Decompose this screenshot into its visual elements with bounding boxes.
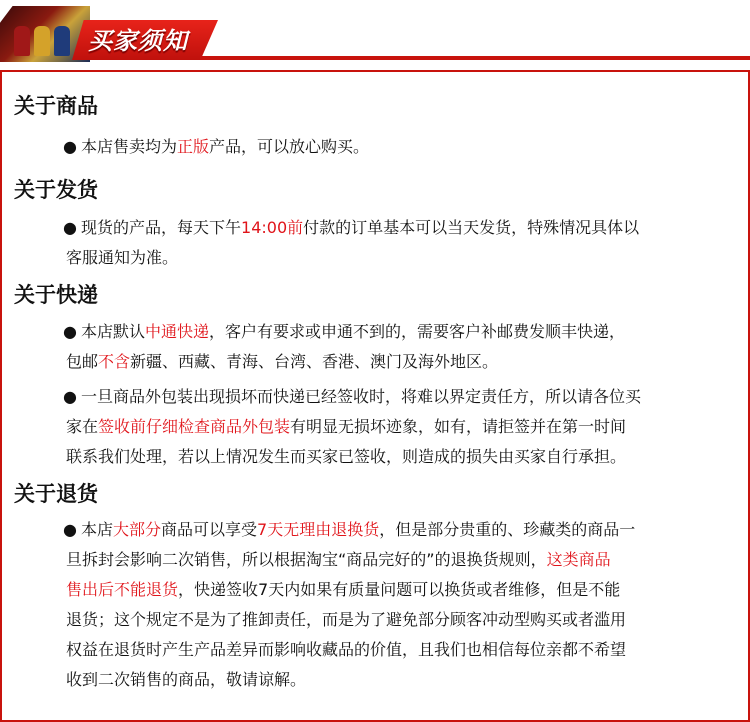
- notice-frame: [0, 70, 750, 722]
- body-text: ，客户有要求或申通不到的，需要客户补邮费发顺丰快递，: [209, 322, 626, 341]
- body-text: 收到二次销售的商品，敬请谅解。: [66, 670, 307, 689]
- hero-figure-icon: [54, 26, 70, 56]
- text-line: [66, 442, 736, 472]
- text-line: [66, 347, 736, 377]
- section-title-courier: 关于快递: [14, 283, 98, 307]
- body-text: 包邮: [66, 352, 99, 371]
- body-text: 本店: [81, 520, 114, 539]
- highlight-text: 大部分: [113, 520, 162, 539]
- text-line: [66, 605, 736, 635]
- list-item: [63, 132, 736, 162]
- text-line: [66, 575, 736, 605]
- highlight-text: 中通快递: [145, 322, 210, 341]
- body-text: 产品，可以放心购买。: [209, 137, 370, 156]
- body-text: 客服通知为准。: [66, 248, 179, 267]
- highlight-text: 14:00前: [241, 218, 304, 237]
- section-title-shipping: 关于发货: [14, 178, 98, 202]
- section-title-product: 关于商品: [14, 94, 98, 118]
- body-text: 退货；这个规定不是为了推卸责任，而是为了避免部分顾客冲动型购买或者滥用: [66, 610, 627, 629]
- text-line: [66, 515, 736, 545]
- body-text: 现货的产品，每天下午: [81, 218, 242, 237]
- body-text: 联系我们处理，若以上情况发生而买家已签收，则造成的损失由买家自行承担。: [66, 447, 627, 466]
- highlight-text: 正版: [177, 137, 210, 156]
- body-text: 新疆、西藏、青海、台湾、香港、澳门及海外地区。: [130, 352, 499, 371]
- section-title-returns: 关于退货: [14, 482, 98, 506]
- highlight-text: 7天无理由退换货: [257, 520, 380, 539]
- bullet-icon: ●: [63, 322, 77, 341]
- page-title: 买家须知: [88, 27, 188, 55]
- body-text: ，但是部分贵重的、珍藏类的商品一: [379, 520, 636, 539]
- body-text: 本店默认: [81, 322, 146, 341]
- bullet-icon: ●: [63, 137, 77, 156]
- highlight-text: 不含: [98, 352, 131, 371]
- text-line: [66, 213, 736, 243]
- text-line: [66, 635, 736, 665]
- bullet-icon: ●: [63, 218, 77, 237]
- body-text: 权益在退货时产生产品差异而影响收藏品的价值，且我们也相信每位亲都不希望: [66, 640, 627, 659]
- hero-figure-icon: [14, 26, 30, 56]
- text-line: [66, 132, 736, 162]
- text-line: [66, 545, 736, 575]
- list-item: [63, 515, 736, 695]
- header-divider: [200, 56, 750, 60]
- highlight-text: 签收前仔细检查商品外包装: [98, 417, 291, 436]
- text-line: [66, 665, 736, 695]
- list-item: [63, 317, 736, 377]
- body-text: 有明显无损坏迹象，如有，请拒签并在第一时间: [290, 417, 627, 436]
- text-line: [66, 243, 736, 273]
- bullet-icon: ●: [63, 520, 77, 539]
- text-line: [66, 317, 736, 347]
- list-item: [63, 382, 736, 472]
- body-text: 家在: [66, 417, 99, 436]
- text-line: [66, 382, 736, 412]
- body-text: 商品可以享受: [161, 520, 258, 539]
- text-line: [66, 412, 736, 442]
- highlight-text: 售出后不能退货: [66, 580, 179, 599]
- header-banner: [0, 0, 750, 68]
- body-text: 本店售卖均为: [81, 137, 178, 156]
- hero-figure-icon: [34, 26, 50, 56]
- highlight-text: 这类商品: [546, 550, 611, 569]
- body-text: 付款的订单基本可以当天发货，特殊情况具体以: [303, 218, 640, 237]
- body-text: 一旦商品外包装出现损坏而快递已经签收时，将难以界定责任方，所以请各位买: [81, 387, 642, 406]
- list-item: [63, 213, 736, 273]
- body-text: ，快递签收7天内如果有质量问题可以换货或者维修，但是不能: [178, 580, 621, 599]
- bullet-icon: ●: [63, 387, 77, 406]
- body-text: 旦拆封会影响二次销售，所以根据淘宝“商品完好的”的退换货规则，: [66, 550, 547, 569]
